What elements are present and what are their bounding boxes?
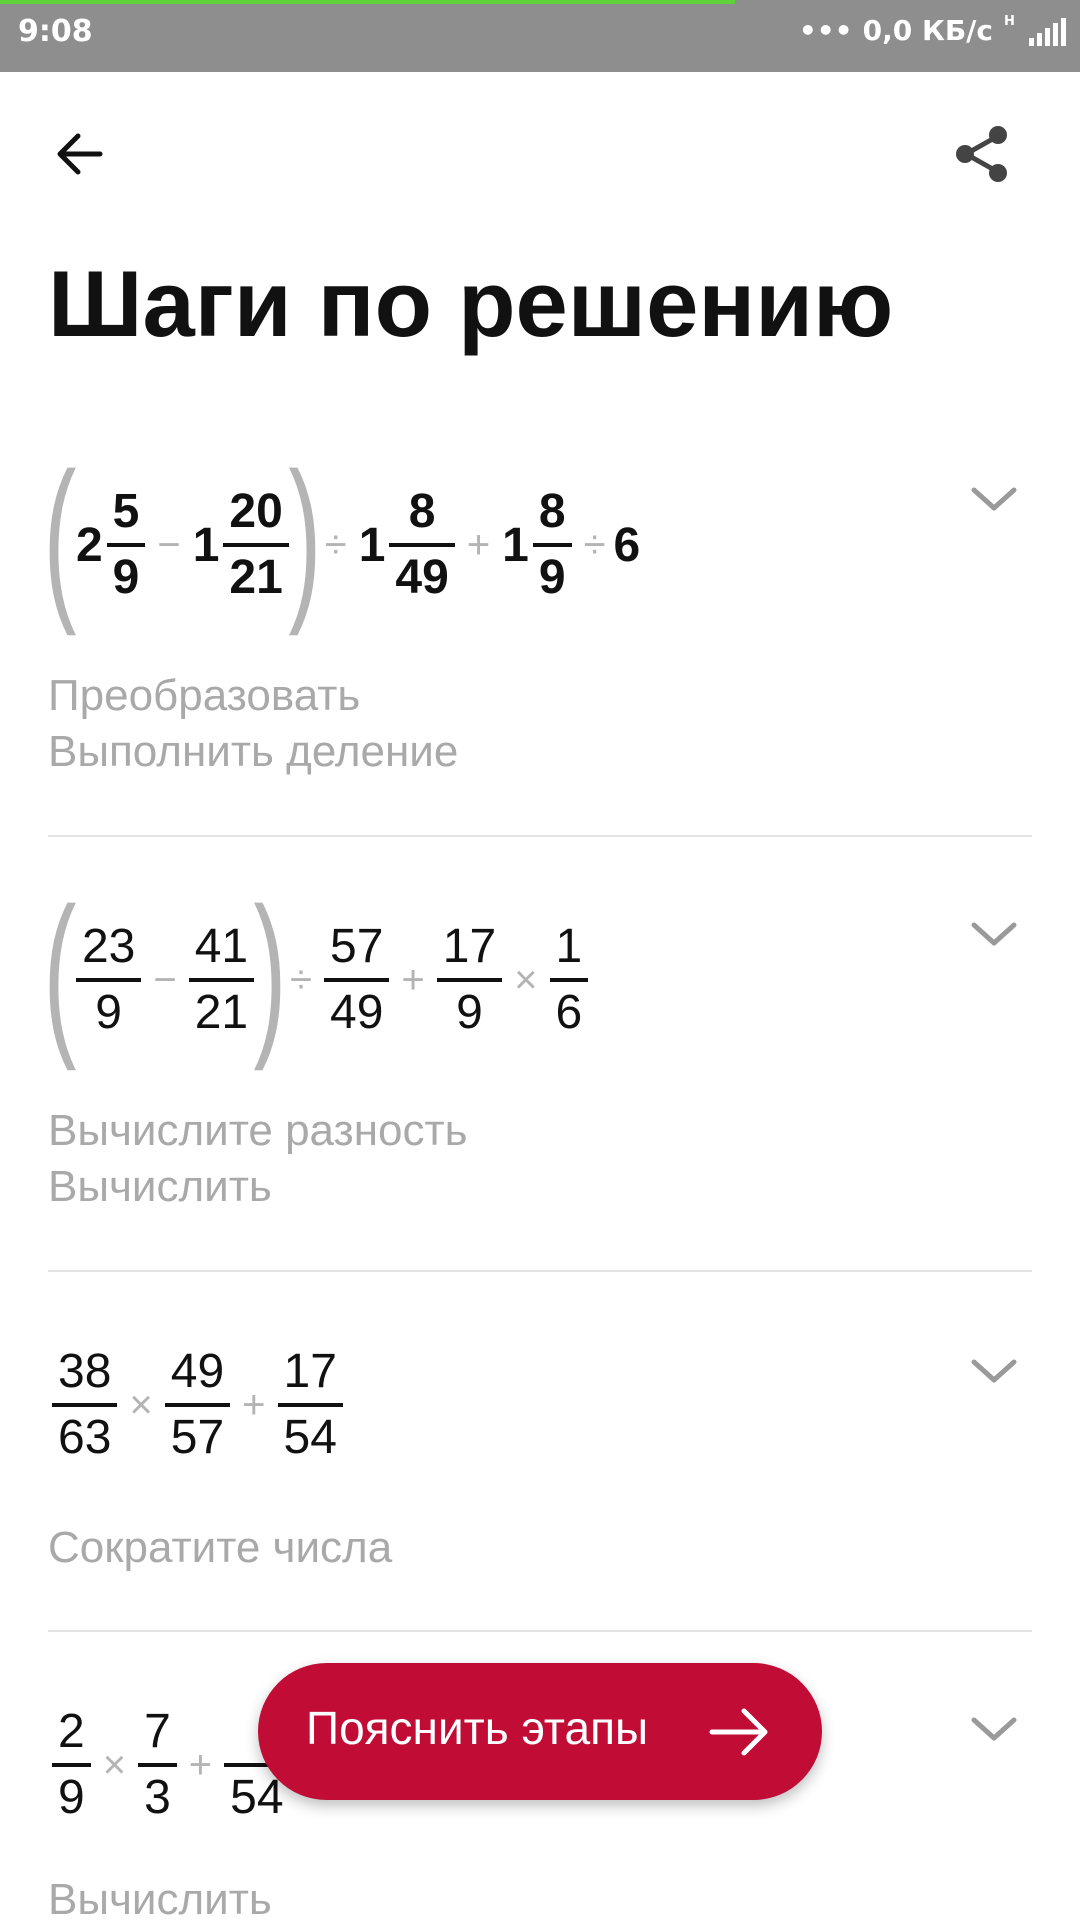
times-operator: × <box>129 1382 153 1427</box>
fraction: $\frac{7}{3}$ <box>138 1701 177 1829</box>
fraction: $\frac{5}{9}$ <box>107 481 146 609</box>
minus-operator: − <box>153 957 177 1002</box>
whole-part: 1 <box>502 518 529 572</box>
step-description: Преобразовать <box>48 671 361 720</box>
explain-steps-button[interactable] <box>258 1663 822 1800</box>
status-time: 9:08 <box>18 14 93 49</box>
step-description: Вычислить <box>48 1162 272 1211</box>
times-operator: × <box>102 1742 127 1787</box>
step-expression <box>43 436 641 637</box>
divide-operator: ÷ <box>583 522 606 567</box>
fraction: $\frac{8}{49}$ <box>389 481 454 609</box>
whole-part: 1 <box>192 518 220 572</box>
times-operator: × <box>514 957 538 1002</box>
divider <box>48 1630 1032 1632</box>
plus-operator: + <box>401 957 425 1002</box>
status-right <box>799 14 1066 47</box>
arrow-left-icon[interactable] <box>48 122 112 186</box>
signal-icon <box>1029 16 1066 46</box>
fraction: $\frac{20}{21}$ <box>223 481 288 609</box>
plus-operator: + <box>188 1742 213 1787</box>
fraction: $\frac{57}{49}$ <box>324 916 389 1044</box>
step-expression <box>43 871 592 1072</box>
explain-steps-label: Пояснить этапы <box>306 1702 649 1754</box>
divide-operator: ÷ <box>324 522 347 567</box>
divide-operator: ÷ <box>290 957 312 1002</box>
divider <box>48 1270 1032 1272</box>
status-dots: ••• <box>798 14 853 47</box>
open-paren: ( <box>43 871 77 1072</box>
fraction: $\frac{17}{9}$ <box>437 916 502 1044</box>
fraction: $\frac{17}{54}$ <box>278 1341 343 1469</box>
page-title: Шаги по решению <box>48 251 894 356</box>
fraction: $\frac{1}{6}$ <box>550 916 589 1044</box>
network-speed: 0,0 КБ/с <box>862 14 993 47</box>
step-description: Выполнить деление <box>48 727 459 776</box>
step-description: Сократите числа <box>48 1523 393 1572</box>
number: 6 <box>613 518 641 572</box>
chevron-down-icon[interactable] <box>966 905 1022 961</box>
status-bar <box>0 0 1080 72</box>
fraction: 54 <box>224 1701 289 1829</box>
close-paren: ) <box>253 871 287 1072</box>
fraction: $\frac{2}{9}$ <box>52 1701 91 1829</box>
fraction: $\frac{8}{9}$ <box>533 481 572 609</box>
page-load-progress <box>0 0 735 4</box>
network-type-icon: H <box>1004 13 1015 29</box>
whole-part: 1 <box>358 518 386 572</box>
step-card-3[interactable] <box>48 1320 1032 1610</box>
step-description: Вычислите разность <box>48 1106 468 1155</box>
step-description: Вычислить <box>48 1875 272 1924</box>
whole-part: 2 <box>75 518 103 572</box>
fraction: $\frac{23}{9}$ <box>76 916 141 1044</box>
minus-operator: − <box>157 522 181 567</box>
fraction: $\frac{41}{21}$ <box>189 916 254 1044</box>
open-paren: ( <box>43 436 77 637</box>
plus-operator: + <box>242 1382 266 1427</box>
fraction: $\frac{38}{63}$ <box>52 1341 117 1469</box>
fraction: $\frac{49}{57}$ <box>165 1341 230 1469</box>
plus-operator: + <box>466 522 491 567</box>
step-expression <box>48 1320 347 1490</box>
share-icon[interactable] <box>950 122 1014 186</box>
divider <box>48 835 1032 837</box>
step-card-2[interactable] <box>43 871 1032 1225</box>
chevron-down-icon[interactable] <box>966 1700 1022 1756</box>
step-expression <box>48 1680 294 1850</box>
close-paren: ) <box>288 436 322 637</box>
arrow-right-icon <box>706 1699 772 1765</box>
chevron-down-icon[interactable] <box>966 1342 1022 1398</box>
step-card-1[interactable] <box>43 436 1032 790</box>
chevron-down-icon[interactable] <box>966 470 1022 526</box>
